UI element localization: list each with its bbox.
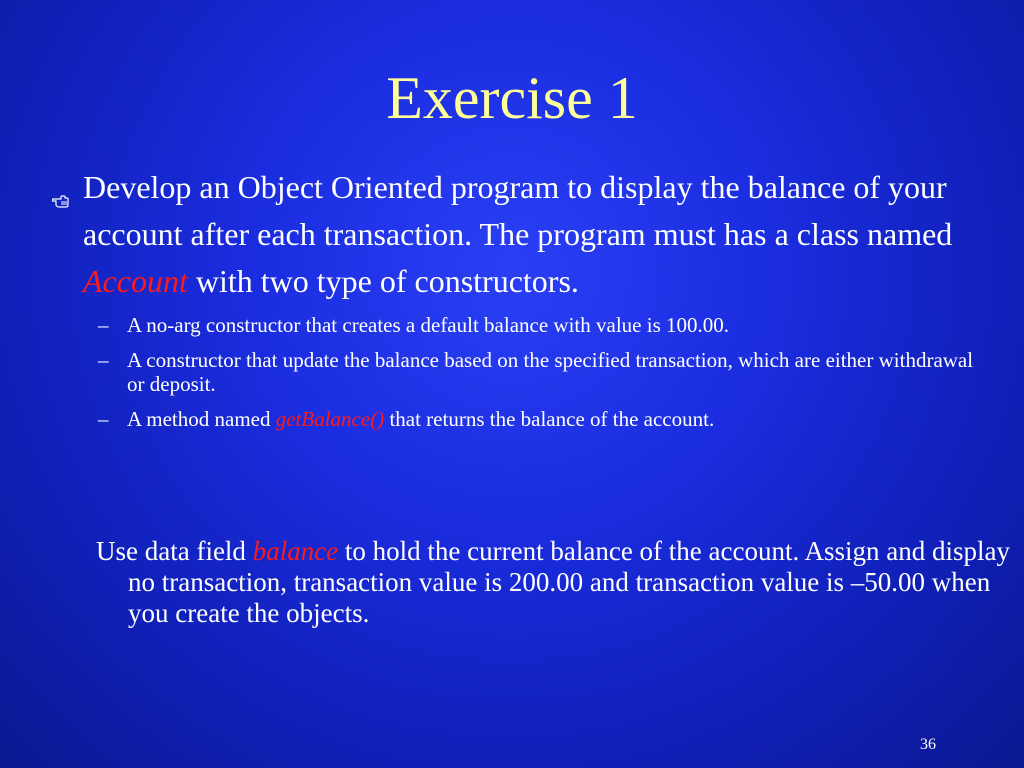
bullet-block [52,164,982,442]
sub-bullet-item [52,348,982,396]
sub-bullet-item [52,313,982,337]
sub-bullet-item [52,407,982,431]
note-text: Use data field [96,536,253,566]
dash-marker: – [98,313,109,337]
sub-bullet-list [52,313,982,431]
dash-marker: – [98,407,109,431]
note-text-end: to hold the current balance of the account. Assign and display no transaction, transaction value is 200.00 and transaction value is –50.00 when you create the objects. [128,536,1010,628]
pointing-hand-icon [52,176,70,194]
sub-bullet-text: A method named [127,407,276,431]
slide-title: Exercise 1 [386,65,638,131]
class-name-highlight: Account [83,263,188,299]
main-bullet [52,164,982,305]
method-name-highlight: getBalance() [275,407,385,431]
field-name-highlight: balance [252,536,339,566]
sub-bullet-text-end: that returns the balance of the account. [384,407,715,431]
page-number: 36 [920,736,936,753]
sub-bullet-text: A no-arg constructor that creates a default balance with value is 100.00. [127,313,729,337]
note-paragraph [96,536,1024,629]
sub-bullet-text: A constructor that update the balance based on the specified transaction, which are either withdrawal or deposit. [127,348,974,396]
main-bullet-text: Develop an Object Oriented program to display the balance of your account after each transaction. The program must has a class named [83,169,953,252]
dash-marker: – [98,348,109,372]
main-bullet-text-end: with two type of constructors. [187,263,579,299]
